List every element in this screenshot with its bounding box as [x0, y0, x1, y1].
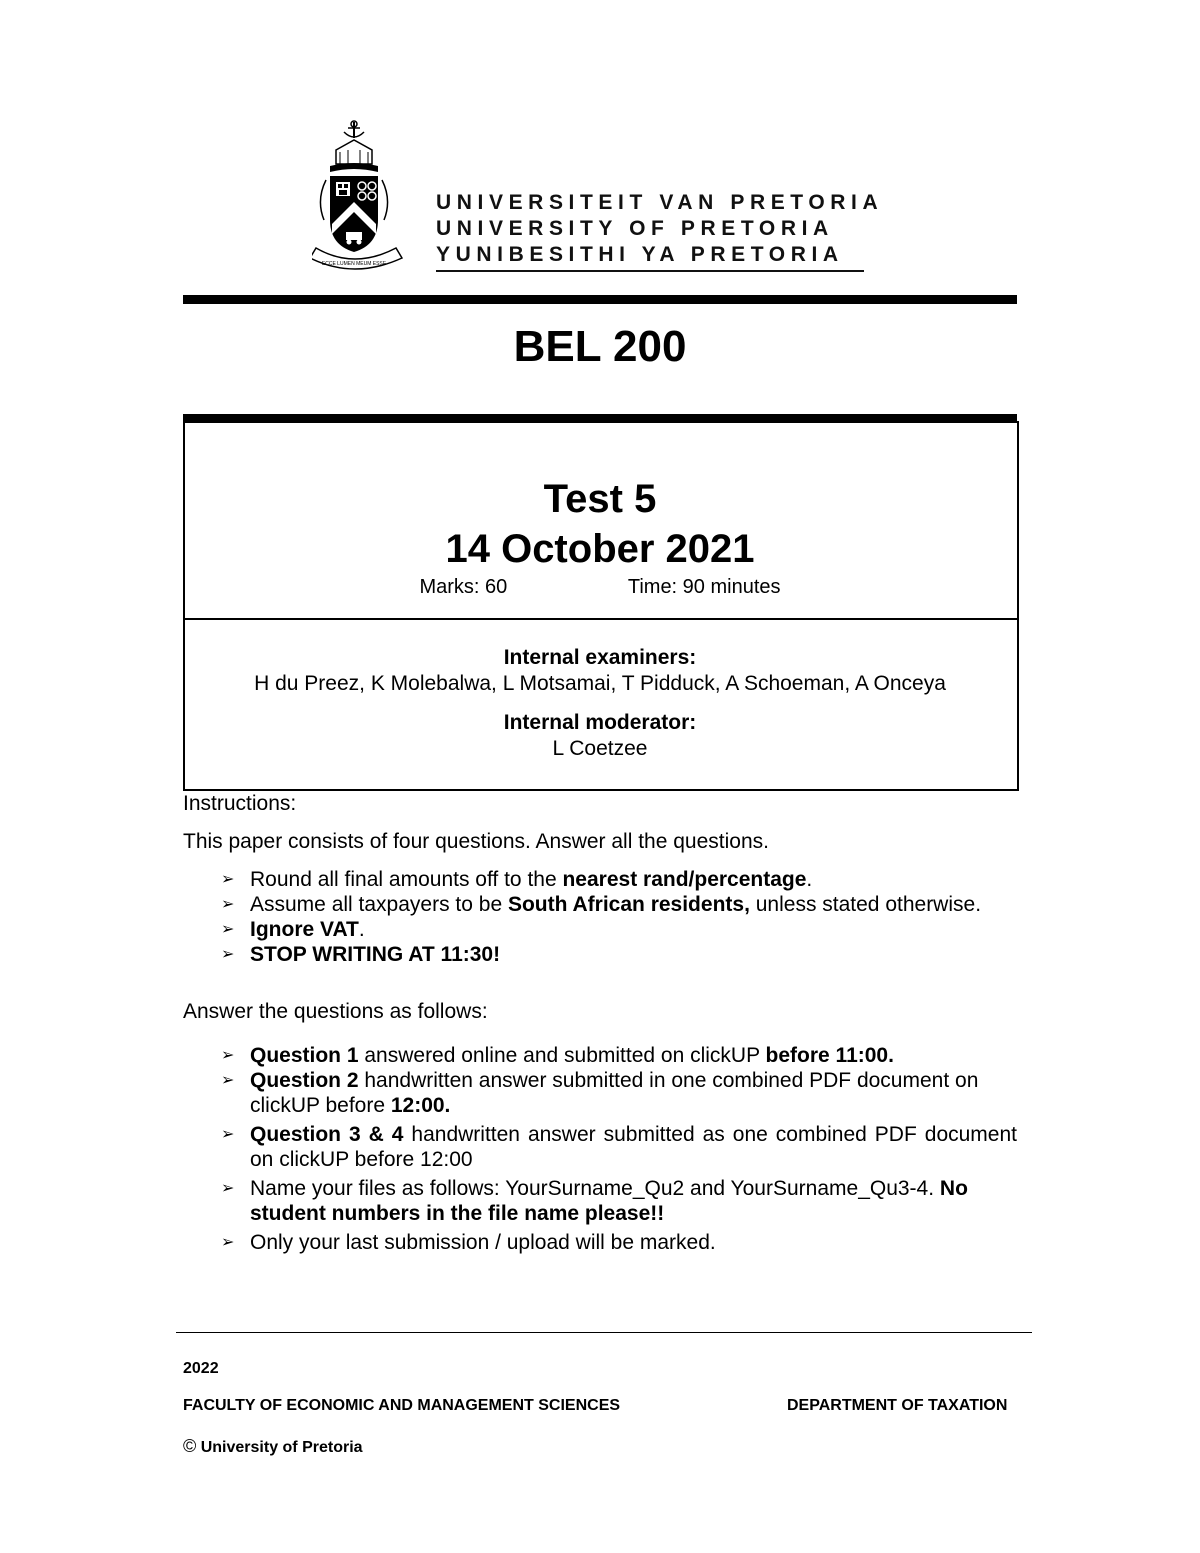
university-names-underline [436, 270, 864, 272]
footer-divider [176, 1332, 1032, 1333]
copyright-icon: © [183, 1436, 197, 1456]
arrow-bullet-icon: ➢ [221, 1126, 235, 1143]
box-middle-divider [183, 618, 1017, 620]
arrow-bullet-icon: ➢ [221, 1234, 235, 1251]
svg-text:ECCE LUMEN MEUM ESSE: ECCE LUMEN MEUM ESSE [321, 261, 387, 267]
course-code: BEL 200 [513, 322, 687, 371]
university-crest-logo [312, 120, 412, 275]
footer-department: DEPARTMENT OF TAXATION [787, 1397, 1008, 1414]
copyright-text: University of Pretoria [200, 1439, 363, 1456]
arrow-bullet-icon: ➢ [221, 1047, 235, 1064]
list-item: ➢ Ignore VAT. [221, 918, 365, 941]
list-item: ➢ Round all final amounts off to the nearest rand/percentage. [221, 868, 813, 891]
examiners-names: H du Preez, K Molebalwa, L Motsamai, T Pidduck, A Schoeman, A Onceya [254, 672, 946, 695]
marks-time-line [183, 576, 1017, 599]
test-date: 14 October 2021 [445, 527, 755, 571]
moderator-name: L Coetzee [552, 737, 648, 760]
arrow-bullet-icon: ➢ [221, 921, 235, 938]
answer-list [183, 1043, 1017, 1255]
list-item: ➢ Assume all taxpayers to be South African residents, unless stated otherwise. [221, 893, 982, 916]
list-item: ➢ STOP WRITING AT 11:30! [221, 943, 501, 966]
instructions-intro: This paper consists of four questions. Answer all the questions. [183, 830, 769, 853]
footer-copyright [183, 1436, 363, 1457]
university-name-sepedi: YUNIBESITHI YA PRETORIA [436, 243, 844, 266]
university-names [436, 190, 884, 268]
university-name-english: UNIVERSITY OF PRETORIA [436, 217, 834, 240]
arrow-bullet-icon: ➢ [221, 871, 235, 888]
list-item: ➢ Question 3 & 4 handwritten answer submitted as one combined PDF document on clickUP before 12:00 [221, 1123, 1017, 1171]
arrow-bullet-icon: ➢ [221, 1072, 235, 1089]
moderator-label: Internal moderator: [503, 711, 697, 734]
examiners-label: Internal examiners: [503, 646, 697, 669]
arrow-bullet-icon: ➢ [221, 896, 235, 913]
crest-icon [312, 120, 412, 275]
test-title: Test 5 [543, 477, 657, 521]
footer-faculty: FACULTY OF ECONOMIC AND MANAGEMENT SCIENCES [183, 1397, 621, 1414]
university-name-afrikaans: UNIVERSITEIT VAN PRETORIA [436, 191, 884, 214]
list-item: ➢ Name your files as follows: YourSurname_Qu2 and YourSurname_Qu3-4. No student numbers in the file name please!! [221, 1177, 968, 1225]
marks-label: Marks: 60 [419, 576, 508, 598]
list-item: ➢ Question 1 answered online and submitted on clickUP before 11:00. [221, 1044, 894, 1067]
answer-heading: Answer the questions as follows: [183, 1000, 488, 1023]
arrow-bullet-icon: ➢ [221, 946, 235, 963]
arrow-bullet-icon: ➢ [221, 1180, 235, 1197]
instructions-list [183, 867, 1017, 967]
instructions-heading: Instructions: [183, 792, 297, 815]
footer-year: 2022 [183, 1360, 219, 1377]
time-label: Time: 90 minutes [627, 576, 781, 598]
top-divider [183, 295, 1017, 304]
list-item: ➢ Question 2 handwritten answer submitted in one combined PDF document on clickUP before 12:00. [221, 1069, 979, 1117]
list-item: ➢ Only your last submission / upload will be marked. [221, 1231, 716, 1254]
